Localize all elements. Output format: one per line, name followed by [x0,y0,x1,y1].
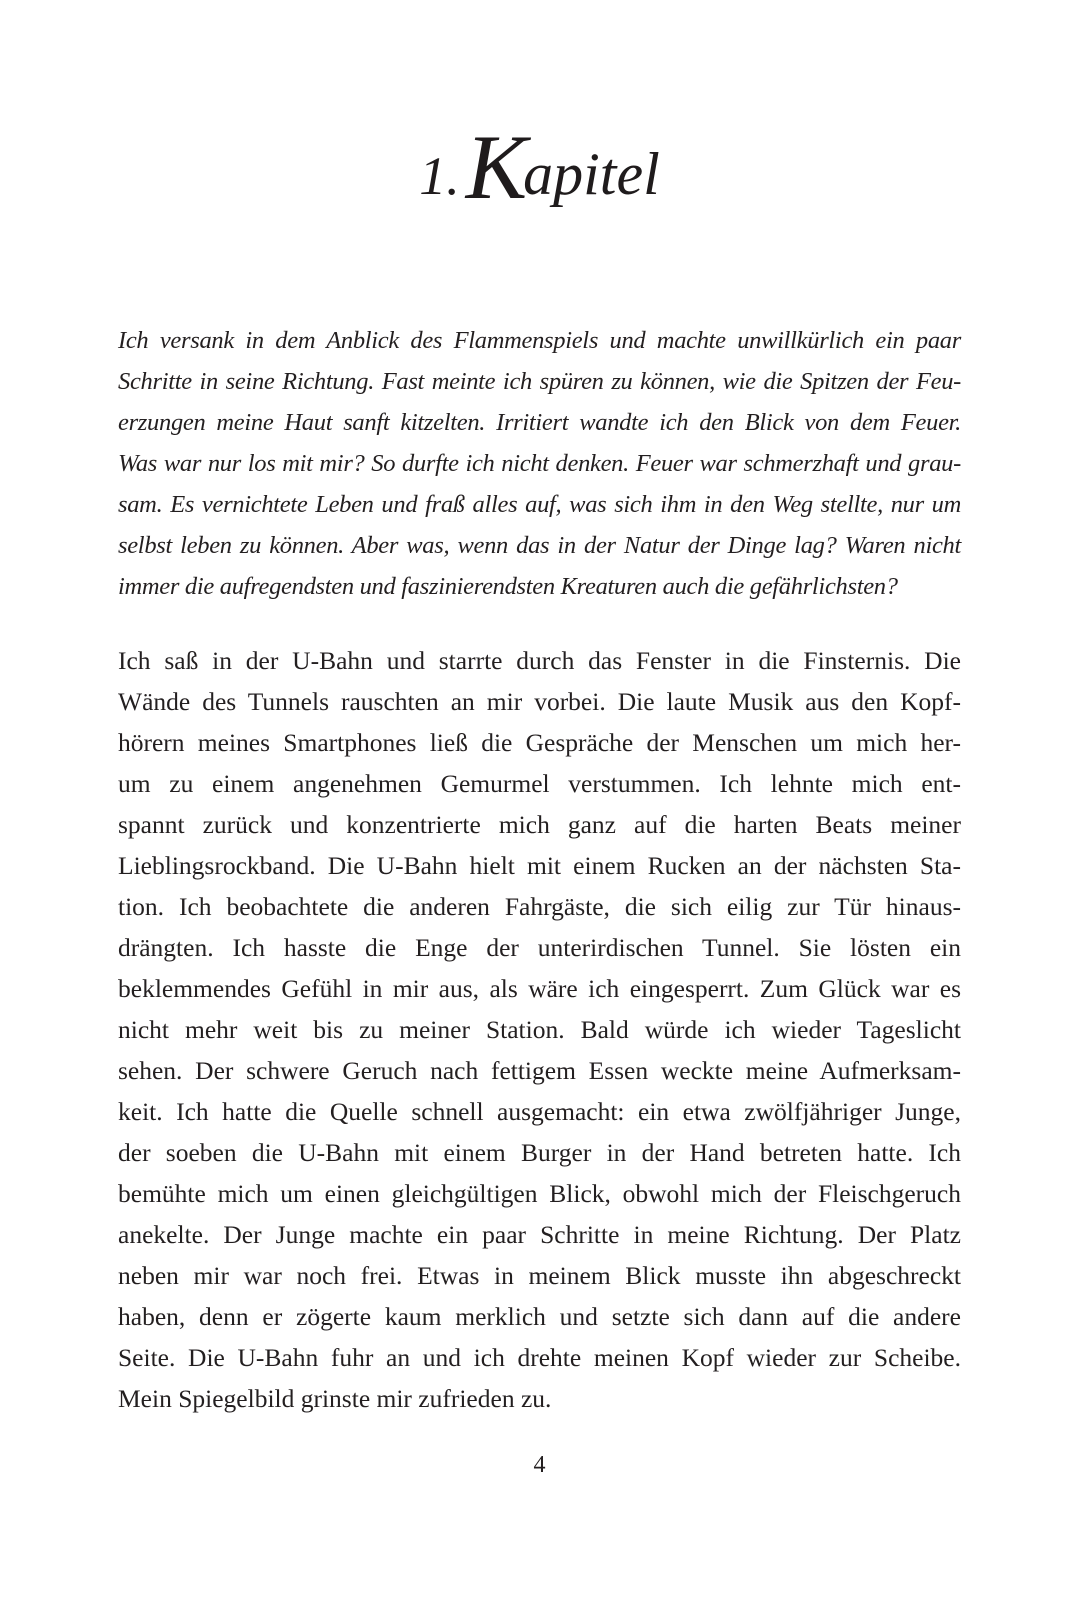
text-line: beklemmendes Gefühl in mir aus, als wäre ich eingesperrt. Zum Glück war es [118,974,961,1003]
text-line: Wände des Tunnels rauschten an mir vorbei. Die laute Musik aus den Kopf- [118,687,961,716]
text-line: keit. Ich hatte die Quelle schnell ausgemacht: ein etwa zwölfjähriger Junge, [118,1097,961,1126]
text-line: hörern meines Smartphones ließ die Gespräche der Menschen um mich her- [118,728,961,757]
text-line: Mein Spiegelbild grinste mir zufrieden zu. [118,1384,552,1413]
text-line: haben, denn er zögerte kaum merklich und setzte sich dann auf die andere [118,1302,961,1331]
text-line: Ich saß in der U-Bahn und starrte durch das Fenster in die Finsternis. Die [118,646,961,675]
text-line: Was war nur los mit mir? So durfte ich nicht denken. Feuer war schmerzhaft und grau- [118,450,961,477]
text-line: nicht mehr weit bis zu meiner Station. Bald würde ich wieder Tageslicht [118,1015,961,1044]
intro-paragraph [118,320,961,607]
chapter-title-initial: K [465,116,528,218]
text-line: immer die aufregendsten und faszinierendsten Kreaturen auch die gefährlichsten? [118,573,898,600]
text-line: drängten. Ich hasste die Enge der unterirdischen Tunnel. Sie lösten ein [118,933,961,962]
text-line: anekelte. Der Junge machte ein paar Schritte in meine Richtung. Der Platz [118,1220,961,1249]
text-line: Seite. Die U-Bahn fuhr an und ich drehte meinen Kopf wieder zur Scheibe. [118,1343,961,1372]
chapter-title-rest: apitel [523,141,660,207]
text-line: Lieblingsrockband. Die U-Bahn hielt mit einem Rucken an der nächsten Sta- [118,851,961,880]
text-line: um zu einem angenehmen Gemurmel verstummen. Ich lehnte mich ent- [118,769,961,798]
main-paragraph [118,640,961,1419]
text-line: der soeben die U-Bahn mit einem Burger in der Hand betreten hatte. Ich [118,1138,961,1167]
text-line: Schritte in seine Richtung. Fast meinte ich spüren zu können, wie die Spitzen der Feu- [118,368,961,395]
page-number: 4 [533,1452,546,1478]
text-line: spannt zurück und konzentrierte mich ganz auf die harten Beats meiner [118,810,961,839]
text-line: tion. Ich beobachtete die anderen Fahrgäste, die sich eilig zur Tür hinaus- [118,892,961,921]
text-line: bemühte mich um einen gleichgültigen Blick, obwohl mich der Fleischgeruch [118,1179,961,1208]
chapter-number: 1. [419,146,460,206]
text-line: sehen. Der schwere Geruch nach fettigem Essen weckte meine Aufmerksam- [118,1056,961,1085]
text-line: sam. Es vernichtete Leben und fraß alles auf, was sich ihm in den Weg stellte, nur um [118,491,961,518]
text-line: Ich versank in dem Anblick des Flammenspiels und machte unwillkürlich ein paar [118,327,961,354]
text-line: neben mir war noch frei. Etwas in meinem Blick musste ihn abgeschreckt [118,1261,961,1290]
text-line: erzungen meine Haut sanft kitzelten. Irritiert wandte ich den Blick von dem Feuer. [118,409,961,436]
chapter-heading [0,118,1079,221]
text-line: selbst leben zu können. Aber was, wenn das in der Natur der Dinge lag? Waren nicht [118,532,961,559]
